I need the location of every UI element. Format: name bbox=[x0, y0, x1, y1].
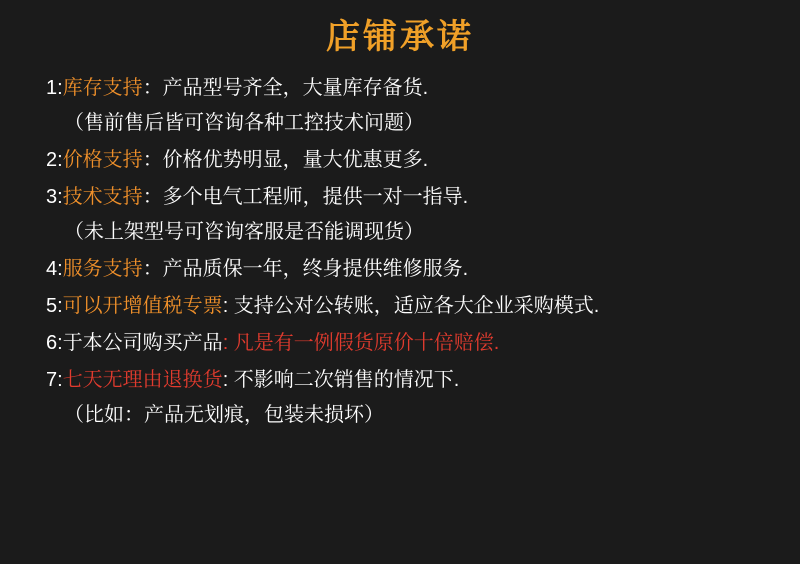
item-number: 3: bbox=[46, 186, 63, 208]
item-number: 6: bbox=[46, 332, 63, 354]
item-text: ：价格优势明显，量大优惠更多. bbox=[142, 149, 429, 171]
item-keyword: 价格支持 bbox=[62, 149, 143, 171]
list-item bbox=[46, 296, 754, 316]
item-keyword: 于本公司购买产品 bbox=[62, 332, 223, 354]
item-number: 1: bbox=[46, 77, 63, 99]
item-number: 5: bbox=[46, 295, 63, 317]
item-keyword: 七天无理由退换货 bbox=[62, 369, 223, 391]
item-subtext-label: （比如：产品无划痕，包装未损坏） bbox=[64, 404, 384, 426]
list-item bbox=[46, 78, 754, 98]
item-number: 7: bbox=[46, 369, 63, 391]
item-subtext bbox=[64, 113, 754, 133]
list-item bbox=[46, 259, 754, 279]
item-text: ：多个电气工程师，提供一对一指导. bbox=[142, 186, 469, 208]
item-keyword: 可以开增值税专票 bbox=[62, 295, 223, 317]
list-item bbox=[46, 150, 754, 170]
item-subtext bbox=[64, 405, 754, 425]
item-keyword: 技术支持 bbox=[62, 186, 143, 208]
page-title: 店铺承诺 bbox=[326, 18, 474, 56]
item-number: 2: bbox=[46, 149, 63, 171]
item-subtext bbox=[64, 222, 754, 242]
item-text: ：产品型号齐全，大量库存备货. bbox=[142, 77, 429, 99]
list-item bbox=[46, 333, 754, 353]
item-text: : 支持公对公转账，适应各大企业采购模式. bbox=[222, 295, 600, 317]
item-text: ：产品质保一年，终身提供维修服务. bbox=[142, 258, 469, 280]
item-text: : 不影响二次销售的情况下. bbox=[222, 369, 460, 391]
item-number: 4: bbox=[46, 258, 63, 280]
item-subtext-label: （未上架型号可咨询客服是否能调现货） bbox=[64, 221, 424, 243]
item-subtext-label: （售前售后皆可咨询各种工控技术问题） bbox=[64, 112, 424, 134]
item-keyword: 服务支持 bbox=[62, 258, 143, 280]
list-item bbox=[46, 370, 754, 390]
list-item bbox=[46, 187, 754, 207]
page-header bbox=[0, 0, 800, 66]
item-keyword: 库存支持 bbox=[62, 77, 143, 99]
promise-list bbox=[0, 66, 800, 425]
item-text: : 凡是有一例假货原价十倍赔偿. bbox=[222, 332, 500, 354]
